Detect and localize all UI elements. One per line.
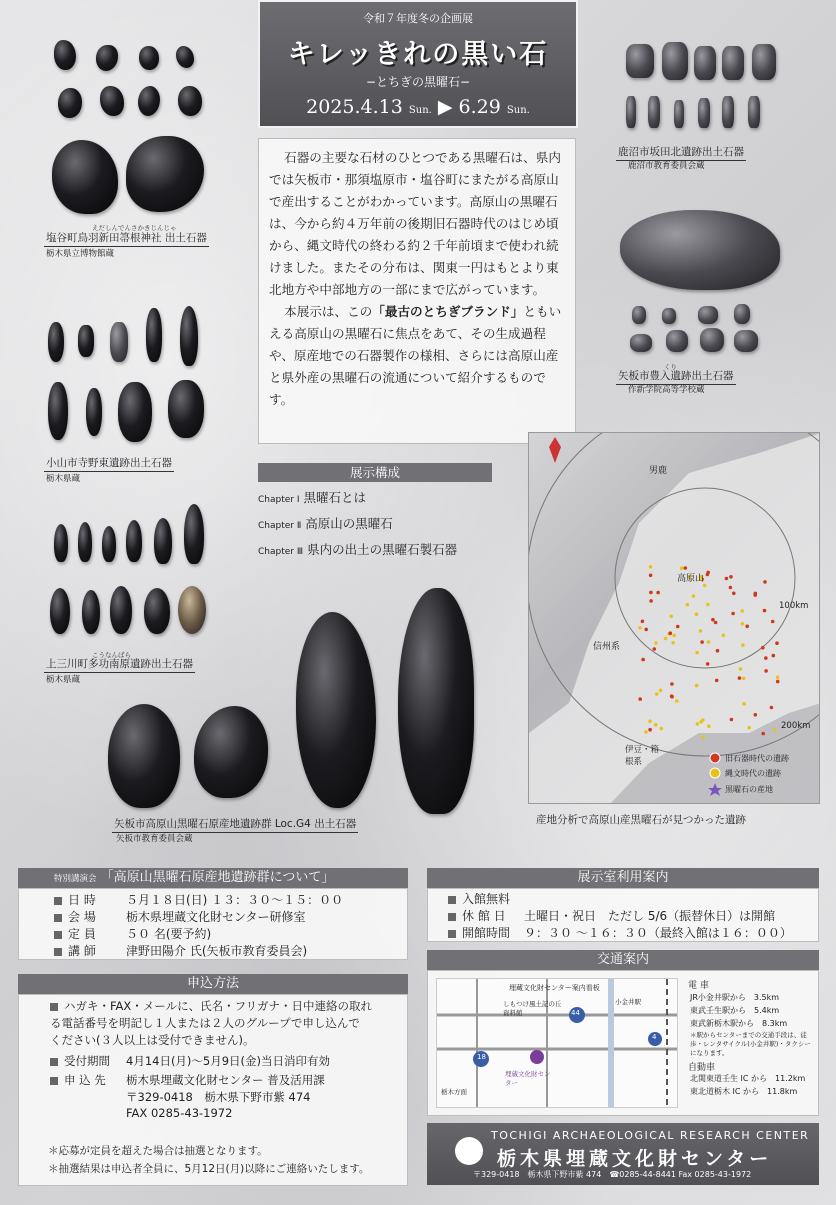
application-period-row — [50, 1053, 330, 1069]
route-4-label: 4 — [652, 1033, 657, 1041]
access-map-center: 埋蔵文化財センター — [505, 1070, 551, 1087]
exhibition-header — [258, 0, 578, 128]
usage-hours-row — [448, 924, 792, 941]
site-dot — [648, 719, 652, 723]
site-dot — [773, 728, 777, 732]
legend-paleo: 旧石器時代の遺跡 — [725, 754, 789, 763]
caption-3: 上三川町多功南原遺跡出土石器 — [44, 656, 195, 673]
site-dot — [686, 603, 690, 607]
site-dot — [649, 599, 653, 603]
caption-6-ruby: くり — [664, 363, 677, 371]
site-dot — [700, 640, 704, 644]
date-end-day: Sun. — [506, 105, 530, 116]
lecture-date-row — [54, 891, 343, 908]
chapters-heading: 展示構成 — [258, 463, 492, 482]
lecture-speaker-label: 講 師 — [68, 944, 96, 958]
caption-1-owner: 栃木県立博物館蔵 — [46, 249, 115, 259]
site-dot — [648, 728, 652, 732]
site-dot — [659, 689, 663, 693]
lecture-capacity-label: 定 員 — [68, 927, 96, 941]
site-dot — [641, 620, 645, 624]
site-dot — [699, 629, 703, 633]
date-end: 6.29 — [458, 96, 501, 118]
usage-admission: 入館無料 — [462, 892, 511, 906]
footer-ja: 栃木県埋蔵文化財センター — [497, 1148, 773, 1170]
site-dot — [763, 609, 767, 613]
date-start-day: Sun. — [408, 105, 432, 116]
access-map — [436, 978, 678, 1108]
application-text-2: る電話番号を明記し１人または２人のグループで申し込んで — [50, 1016, 360, 1030]
legend-jomon: 縄文時代の遺跡 — [725, 769, 781, 778]
site-dot — [706, 662, 710, 666]
site-dot — [699, 720, 703, 724]
access-note: ＊駅からセンターまでの交通手段は、徒歩・レンタサイクル(小金井駅)・タクシーになります。 — [690, 1031, 811, 1057]
site-dot — [730, 718, 734, 722]
caption-1: 塩谷町鳥羽新田箒根神社 出土石器 — [44, 230, 209, 247]
access-car-head: 自動車 — [688, 1063, 716, 1073]
access-map-tag: 埋蔵文化財センター案内看板 — [509, 984, 600, 992]
footer-en: TOCHIGI ARCHAEOLOGICAL RESEARCH CENTER — [491, 1129, 810, 1142]
site-dot — [707, 640, 711, 644]
site-dot — [654, 723, 658, 727]
site-dot — [641, 658, 645, 662]
site-dot — [741, 643, 745, 647]
application-period: 4月14日(月)〜5月9日(金)当日消印有効 — [126, 1054, 331, 1068]
site-dot — [764, 656, 768, 660]
footer-banner — [427, 1123, 819, 1185]
site-dot — [649, 574, 653, 578]
chapter-3 — [258, 540, 457, 558]
site-dot — [742, 677, 746, 681]
usage-hours-label: 開館時間 — [462, 926, 511, 940]
caption-5-owner: 鹿沼市教育委員会蔵 — [628, 161, 705, 171]
site-dot — [654, 641, 658, 645]
site-dot — [644, 730, 648, 734]
chapter-1 — [258, 488, 366, 506]
legend-jomon-icon — [710, 768, 720, 778]
site-dot — [742, 702, 746, 706]
site-dot — [772, 654, 776, 658]
usage-closed-row — [448, 907, 775, 924]
application-dest-row — [50, 1072, 325, 1088]
access-map-label1: しもつけ風土記の丘資料館 — [503, 1000, 562, 1017]
site-dot — [745, 625, 749, 629]
site-dot — [669, 615, 673, 619]
application-note-1: ＊応募が定員を超えた場合は抽選となります。 — [48, 1145, 268, 1157]
access-car-2: 東北道栃木 IC から 11.8km — [690, 1087, 798, 1096]
arrow-icon: ▶ — [437, 96, 453, 118]
site-dot — [664, 637, 668, 641]
map-label-100km: 100km — [779, 601, 809, 611]
site-dot — [669, 631, 673, 635]
site-dot — [714, 621, 718, 625]
application-fax: FAX 0285-43-1972 — [126, 1106, 233, 1120]
chapter-3-title: 県内の出土の黒曜石製石器 — [307, 542, 458, 557]
chapter-1-num: Chapter Ⅰ — [258, 495, 300, 505]
access-car-1: 北関東道壬生 IC から 11.2km — [690, 1074, 806, 1083]
usage-admission-row — [448, 890, 510, 907]
site-dot — [701, 735, 705, 739]
lecture-badge: 特別講演会 — [54, 874, 97, 884]
site-dot — [660, 727, 664, 731]
access-train-3: 東武新栃木駅から 8.3km — [690, 1019, 788, 1028]
lecture-venue: 栃木県埋蔵文化財センター研修室 — [126, 910, 306, 924]
caption-3-ruby: こうなんばら — [92, 651, 131, 659]
date-start: 2025.4.13 — [306, 96, 403, 118]
north-arrow-icon — [549, 437, 561, 463]
site-dot — [692, 594, 696, 598]
usage-heading: 展示室利用案内 — [427, 868, 819, 888]
site-dot — [725, 577, 729, 581]
map-label-takahara: 高原山 — [677, 574, 705, 584]
distribution-map — [528, 432, 820, 804]
site-dot — [656, 591, 660, 595]
lecture-date: ５月１８日(日) １３：３０〜１５：００ — [126, 893, 344, 907]
site-dot — [732, 592, 736, 596]
site-dot — [671, 641, 675, 645]
site-dot — [711, 618, 715, 622]
application-text1: ハガキ・FAX・メールに、氏名・フリガナ・日中連絡の取れ — [64, 999, 372, 1013]
map-label-200km: 200km — [781, 721, 811, 731]
map-label-shinshu: 信州系 — [593, 642, 621, 652]
site-dot — [655, 692, 659, 696]
site-dot — [740, 609, 744, 613]
site-dot — [703, 584, 707, 588]
header-subtitle: 令和７年度冬の企画展 — [363, 12, 473, 25]
usage-hours: ９：３０ 〜１６：３０（最終入館は１６：００） — [524, 926, 792, 940]
caption-1-ruby: えだしんでんさかきじんじゃ — [92, 224, 177, 232]
center-location-icon — [530, 1050, 544, 1064]
lecture-capacity: ５０ 名(要予約) — [126, 927, 212, 941]
intro-p2-b: ともいえる高原山の黒曜石に焦点をあて、その生成過程や、原産地での石器製作の様相、さらには高原山産と県外産の黒曜石の流通について紹介するものです。 — [269, 304, 562, 407]
caption-2-owner: 栃木県蔵 — [46, 474, 81, 484]
lecture-capacity-row — [54, 925, 211, 942]
intro-text-box — [258, 138, 576, 444]
site-dot — [695, 612, 699, 616]
map-label-izu: 伊豆・箱根系 — [625, 745, 660, 767]
map-caption: 産地分析で高原山産黒曜石が見つかった遺跡 — [536, 814, 746, 826]
site-dot — [716, 649, 720, 653]
site-dot — [761, 646, 765, 650]
site-dot — [775, 641, 779, 645]
site-dot — [676, 625, 680, 629]
lecture-venue-label: 会 場 — [68, 910, 96, 924]
site-dot — [715, 679, 719, 683]
caption-4: 矢板市高原山黒曜石原産地遺跡群 Loc.G4 出土石器 — [112, 816, 358, 833]
site-dot — [695, 651, 699, 655]
legend-paleo-icon — [710, 753, 720, 763]
site-dot — [729, 575, 733, 579]
caption-4-owner: 矢板市教育委員会蔵 — [116, 834, 193, 844]
access-train-1: JR小金井駅から 3.5km — [690, 993, 780, 1002]
site-dot — [707, 724, 711, 728]
header-subtitle2: −とちぎの黒曜石− — [365, 75, 471, 89]
caption-2: 小山市寺野東遺跡出土石器 — [44, 455, 174, 472]
map-label-oga: 男鹿 — [649, 466, 668, 476]
site-dot — [649, 591, 653, 595]
chapter-2-num: Chapter Ⅱ — [258, 521, 302, 531]
access-heading: 交通案内 — [427, 950, 819, 970]
chapter-3-num: Chapter Ⅲ — [258, 547, 304, 557]
application-heading: 申込方法 — [18, 974, 408, 994]
site-dot — [741, 622, 745, 626]
site-dot — [754, 713, 758, 717]
site-dot — [670, 682, 674, 686]
application-text-1 — [50, 998, 372, 1014]
site-dot — [684, 566, 688, 570]
site-dot — [722, 634, 726, 638]
site-dot — [638, 626, 642, 630]
chapter-2-title: 高原山の黒曜石 — [305, 516, 393, 531]
intro-p2-a: 本展示は、この — [284, 304, 373, 319]
access-map-label2: 小金井駅 — [615, 998, 641, 1006]
intro-paragraph-1: 石器の主要な石材のひとつである黒曜石は、県内では矢板市・那須塩原市・塩谷町にまたがる高原山で産出することがわかっています。高原山の黒曜石は、今から約４万年前の後期旧石器時代のはじめ頃から、縄文時代の終わる約２千年前頃まで使われ続けました。またその分布は、関東一円はもとより東北地方や中部地方の一部にまで広がっています。 — [269, 150, 561, 297]
site-dot — [644, 628, 648, 632]
intro-p2-bold: 「最古のとちぎブランド」 — [372, 304, 524, 319]
center-logo-icon — [455, 1137, 483, 1165]
lecture-speaker-row — [54, 942, 307, 959]
access-train-head: 電 車 — [688, 981, 709, 991]
lecture-venue-row — [54, 908, 306, 925]
chapter-2 — [258, 514, 393, 532]
site-dot — [696, 722, 700, 726]
application-dest: 栃木県埋蔵文化財センター 普及活用課 — [126, 1073, 325, 1087]
site-dot — [753, 593, 757, 597]
exhibition-title: キレッきれの黒い石 — [287, 39, 549, 70]
site-dot — [675, 699, 679, 703]
caption-3-owner: 栃木県蔵 — [46, 675, 81, 685]
site-dot — [776, 680, 780, 684]
caption-5: 鹿沼市坂田北遺跡出土石器 — [616, 144, 746, 161]
exhibition-dates — [258, 96, 578, 118]
application-period-label: 受付期間 — [64, 1054, 110, 1068]
usage-closed: 土曜日・祝日 ただし 5/6（振替休日）は開館 — [524, 909, 776, 923]
site-dot — [738, 676, 742, 680]
site-dot — [653, 647, 657, 651]
site-dot — [747, 726, 751, 730]
route-44-label: 44 — [571, 1009, 580, 1017]
caption-6: 矢板市豊入遺跡出土石器 — [616, 368, 736, 385]
footer-address: 〒329-0418 栃木県下野市紫 474 ☎0285-44-8441 Fax 0285-43-1972 — [473, 1170, 752, 1179]
site-dot — [771, 620, 775, 624]
site-dot — [729, 586, 733, 590]
lecture-header — [18, 868, 408, 888]
intro-paragraph-2 — [269, 301, 565, 411]
access-map-label3: 栃木方面 — [441, 1088, 467, 1096]
site-dot — [706, 573, 710, 577]
site-dot — [649, 565, 653, 569]
site-dot — [706, 603, 710, 607]
site-dot — [672, 634, 676, 638]
site-dot — [763, 580, 767, 584]
lecture-speaker: 津野田陽介 氏(矢板市教育委員会) — [126, 944, 308, 958]
site-dot — [770, 706, 774, 710]
site-dot — [764, 669, 768, 673]
caption-6-owner: 作新学院高等学校蔵 — [628, 385, 705, 395]
site-dot — [638, 697, 642, 701]
map-graphic — [529, 433, 820, 804]
application-postal: 〒329-0418 栃木県下野市紫 474 — [126, 1090, 311, 1104]
application-text-3: ください(３人以上は受付できません)。 — [50, 1033, 255, 1047]
legend-source: 黒曜石の産地 — [725, 785, 773, 794]
access-train-2: 東武壬生駅から 5.4km — [690, 1006, 780, 1015]
chapter-1-title: 黒曜石とは — [303, 490, 367, 505]
site-dot — [761, 732, 765, 736]
site-dot — [695, 684, 699, 688]
site-dot — [776, 676, 780, 680]
site-dot — [680, 567, 684, 571]
application-note-2: ＊抽選結果は申込者全員に、5月12日(月)以降にご連絡いたします。 — [48, 1163, 370, 1175]
site-dot — [739, 667, 743, 671]
site-dot — [731, 612, 735, 616]
site-dot — [670, 694, 674, 698]
application-dest-label: 申 込 先 — [64, 1073, 106, 1087]
lecture-title: 「高原山黒曜石原産地遺跡群について」 — [100, 870, 335, 885]
usage-closed-label: 休 館 日 — [462, 909, 506, 923]
route-18-label: 18 — [477, 1053, 486, 1061]
lecture-date-label: 日 時 — [68, 893, 96, 907]
